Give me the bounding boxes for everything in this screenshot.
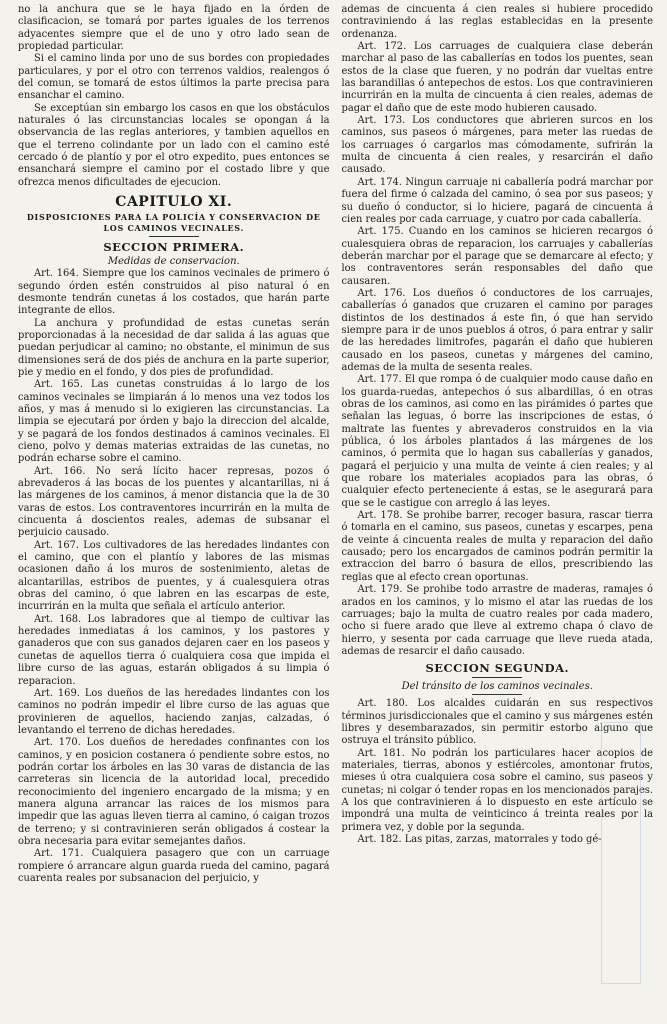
section-subtitle: Medidas de conservacion. bbox=[107, 256, 240, 268]
section-subtitle: Del tránsito de los caminos vecinales. bbox=[401, 681, 593, 693]
paragraph: Se exceptúan sin embargo los casos en que los obstáculos naturales ó las circunstancias locales se opongan á la observancia de las reglas anteriores, y tambien aquellos en que el terreno colindante por un lado con el camino esté cercado ó de plantío y por el otro expedito, pues entonces se ensanchará siempre el camino por el costado libre y que ofrezca menos dificultades de ejecucion. bbox=[18, 102, 330, 188]
section-heading: SECCION PRIMERA. bbox=[103, 240, 245, 255]
divider-rule bbox=[472, 677, 522, 678]
left-column bbox=[18, 4, 330, 1024]
paragraph: Si el camino linda por uno de sus bordes con propiedades particulares, y por el otro con terrenos valdios, realengos ó del comun, se tomará de estos últimos la parte precisa para ensanchar el camino. bbox=[18, 53, 330, 102]
paragraph: Art. 171. Cualquiera pasagero que con un carruage rompiere ó arrancare algun guarda rueda del camino, pagará cuarenta reales por subsanacion del perjuicio, y bbox=[18, 848, 330, 884]
paragraph: Art. 165. Las cunetas construidas á lo largo de los caminos vecinales se limpiarán á lo menos una vez todos los años, y mas á menudo si lo exigieren las circunstancias. La limpia se ejecutará por órden y bajo la direccion del alcalde, y se pagará de los fondos destinados á caminos vecinales. El cieno, polvo y demas materias extraidas de las cunetas, no podrán echarse sobre el camino. bbox=[18, 379, 330, 465]
paragraph: La anchura y profundidad de estas cunetas serán proporcionadas á la necesidad de dar salida á las aguas que puedan perjudicar al camino; no obstante, el minimun de sus dimensiones será de dos piés de anchura en la parte superior, pie y medio en el fondo, y dos pies de profundidad. bbox=[18, 317, 330, 378]
paragraph: Art. 167. Los cultivadores de las heredades lindantes con el camino, que con el plantío y labores de las mismas ocasionen daño á los muros de sostenimiento, aletas de alcantarillas, estribos de puentes, y á cualesquiera otras obras del camino, ó que labren en las escarpas de este, incurrirán en la multa que señala el artículo anterior. bbox=[18, 539, 330, 613]
divider-rule bbox=[149, 236, 199, 237]
section-heading: SECCION SEGUNDA. bbox=[425, 661, 570, 676]
paragraph: Art. 169. Los dueños de las heredades lindantes con los caminos no podrán impedir el libre curso de las aguas que provinieren de aquellos, haciendo zanjas, calzadas, ó levantando el terreno de dichas heredades. bbox=[18, 687, 330, 736]
chapter-subtitle: DISPOSICIONES PARA LA POLICÍA Y CONSERVACION DE LOS CAMINOS VECINALES. bbox=[26, 212, 321, 234]
paragraph: Art. 175. Cuando en los caminos se hicieren recargos ó cualesquiera obras de reparacion, los carruajes y caballerías deberán marchar por el parage que se demarcare al efecto; y los contraventores serán responsables del daño que causaren. bbox=[341, 226, 653, 287]
paragraph: no la anchura que se le haya fijado en la órden de clasificacion, se tomará por partes iguales de los terrenos adyacentes siempre que el de uno y otro lado sean de propiedad particular. bbox=[18, 4, 330, 53]
library-watermark bbox=[601, 722, 641, 984]
paragraph: ademas de cincuenta á cien reales si hubiere procedido contraviniendo á las reglas establecidas en la presente ordenanza. bbox=[341, 4, 653, 40]
divider-rule bbox=[472, 694, 522, 695]
paragraph: Art. 170. Los dueños de heredades confinantes con los caminos, y en posicion costanera ó pendiente sobre estos, no podrán cortar los árboles en las 30 varas de distancia de las carreteras sin licencia de la autoridad local, precedido reconocimiento del ingeniero encargado de la misma; y en manera alguna arrancar las raices de los mismos para impedir que las aguas lleven tierra al camino, ó caigan trozos de terreno; y si contravinieren serán obligados á costear la obra necesaria para evitar semejantes daños. bbox=[18, 737, 330, 847]
paragraph: Art. 174. Ningun carruaje ni caballería podrá marchar por fuera del firme ó calzada del camino, ó sea por sus paseos; y su dueño ó conductor, si lo hiciere, pagará de cincuenta á cien reales por cada carruage, y cuatro por cada caballería. bbox=[341, 176, 653, 225]
paragraph: Art. 177. El que rompa ó de cualquier modo cause daño en los guarda-ruedas, antepechos ó sus albardillas, ó en otras obras de los caminos, asi como en las pirámides ó partes que señalan las leguas, ó borre las inscripciones de estas, ó maltrate las fuentes y abrevaderos construidos en la via pública, ó los árboles plantados á las márgenes de los caminos, ó permita que lo hagan sus caballerías y ganados, pagará el perjuicio y una multa de veinte á cien reales; y al que robare los materiales acopiados para las obras, ó cualquier efecto perteneciente á estas, se le asegurará para que se le castigue con arreglo á las leyes. bbox=[341, 374, 653, 509]
paragraph: Art. 166. No será lícito hacer represas, pozos ó abrevaderos á las bocas de los puentes y alcantarillas, ni á las márgenes de los caminos, á menor distancia que la de 30 varas de estos. Los contraventores incurrirán en la multa de cincuenta á doscientos reales, ademas de subsanar el perjuicio causado. bbox=[18, 465, 330, 539]
paragraph: Art. 182. Las pitas, zarzas, matorrales y todo gé- bbox=[357, 834, 602, 845]
chapter-heading: CAPITULO XI. bbox=[115, 194, 233, 211]
paragraph: Art. 164. Siempre que los caminos vecinales de primero ó segundo órden estén construidos al piso natural ó en desmonte tendrán cunetas á los costados, que harán parte integrante de ellos. bbox=[18, 268, 330, 317]
paragraph: Art. 178. Se prohibe barrer, recoger basura, rascar tierra ó tomarla en el camino, sus paseos, cunetas y escarpes, pena de veinte á cincuenta reales de multa y reparacion del daño causado; pero los encargados de caminos podrán permitir la extraccion del barro ó basura de ellos, prescribiendo las reglas que al efecto crean oportunas. bbox=[341, 510, 653, 583]
paragraph: Art. 179. Se prohibe todo arrastre de maderas, ramajes ó arados en los caminos, y lo mismo el atar las ruedas de los carruages; bajo la multa de cuatro reales por cada madero, ocho si fuere arado que lleve al extremo chapa ó clavo de hierro, y sesenta por cada carruage que lleve rueda atada, ademas de resarcir el daño causado. bbox=[341, 584, 653, 657]
paragraph: Art. 172. Los carruages de cualquiera clase deberán marchar al paso de las caballerías en todos los puentes, sean estos de la clase que fueren, y no podrán dar vueltas entre las barandillas ó antepechos de estos. Los que contravinieren incurrirán en la multa de cincuenta á cien reales, ademas de pagar el daño que de este modo hubieren causado. bbox=[341, 41, 653, 114]
paragraph: Art. 181. No podrán los particulares hacer acopios de materiales, tierras, abonos y estiércoles, amontonar frutos, mieses ú otra cualquiera cosa sobre el camino, sus paseos y cunetas; ni colgar ó tender ropas en los mencionados parajes. A los que contravinieren á lo dispuesto en este artículo se impondrá una multa de veinticinco á treinta reales por la primera vez, y doble por la segunda. bbox=[341, 747, 653, 833]
paragraph: Art. 173. Los conductores que abrieren surcos en los caminos, sus paseos ó márgenes, para meter las ruedas de los carruages ó cargarlos mas cómodamente, sufrirán la multa de cincuenta á cien reales, y resarcirán el daño causado. bbox=[341, 115, 653, 176]
paragraph: Art. 168. Los labradores que al tiempo de cultivar las heredades inmediatas á los caminos, y los pastores y ganaderos que con sus ganados dejaren caer en los paseos y cunetas de aquellos tierra ó cualquiera cosa que impida el libre curso de las aguas, estarán obligados á su limpia ó reparacion. bbox=[18, 613, 330, 687]
paragraph: Art. 180. Los alcaldes cuidarán en sus respectivos términos jurisdiccionales que el camino y sus márgenes estén libres y desembarazados, sin permitir estorbo alguno que ostruya el tránsito público. bbox=[341, 698, 653, 747]
paragraph: Art. 176. Los dueños ó conductores de los carruajes, caballerías ó ganados que cruzaren el camino por parages distintos de los destinados á este fin, ó que han servido siempre para ir de unos pueblos á otros, ó para entrar y salir de las heredades limitrofes, pagarán el daño que hubieren causado en los paseos, cunetas y márgenes del camino, ademas de la multa de sesenta reales. bbox=[341, 287, 653, 373]
